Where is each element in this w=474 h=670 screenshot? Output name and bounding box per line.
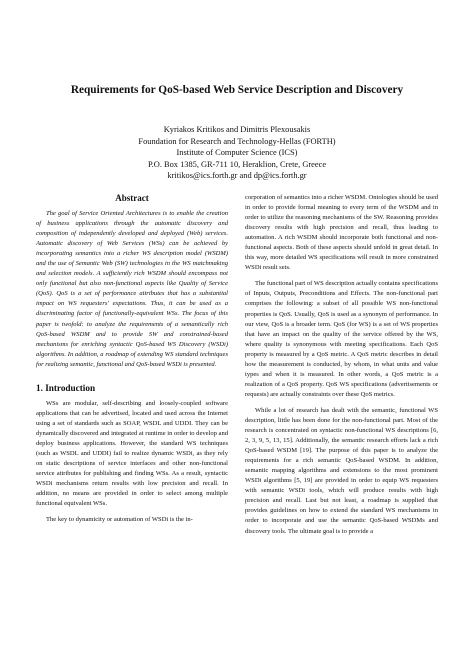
body-paragraph-3: While a lot of research has dealt with the semantic, functional WS description, little has been done for the non-functional part. Most of the research is concentrated on syntactic non-functional WS descriptions [6, 2, 3, 9, 5, 13, 15]. Additionally, the semantic research efforts lack a rich QoS-based WSDM [19]. The purpose of this paper is to analyze the requirements for a rich semantic QoS-based WSDM. In addition, semantic mapping algorithms and extensions to the most prominent WSDi algorithms [5, 19] are provided in order to equip WS requesters with semantic WSDi tools, which will produce results with high precision and recall. Last but not least, a roadmap is supplied that provides guidelines on how to extend the standard WS mechanisms in order to incorporate and use the semantic QoS-based WSDMs and discovery tools. The ultimate goal is to provide a bbox=[245, 406, 438, 535]
abstract-heading: Abstract bbox=[115, 193, 149, 203]
right-column bbox=[245, 193, 438, 537]
intro-paragraph-1: WSs are modular, self-describing and loosely-coupled software applications that can be advertised, located and used across the Internet using a set of standards such as SOAP, WSDL and UDDI. They can be dynamically discovered and integrated at runtime in order to develop and deploy business applications. However, the standard WS techniques (such as WSDL and UDDI) fail to realize dynamic WSDi, as they rely on static descriptions of service interfaces and other non-functional service attributes for publishing and finding WSs. As a result, syntactic WSDi mechanisms return results with low precision and recall. In addition, no means are provided in order to select among multiple functional equivalent WSs. bbox=[36, 399, 228, 508]
author-names: Kyriakos Kritikos and Dimitris Plexousakis bbox=[163, 125, 311, 134]
body-paragraph-1: corporation of semantics into a richer WSDM. Ontologies should be used in order to provide formal meaning to every term of the WSDM and in order to utilize the reasoning mechanisms of the SW. Reasoning provides discovery results with high precision and recall, thus leading to automation. A rich WSDM should incorporate both functional and non-functional aspects. Both of these aspects should unfold in great detail. In this way, more detailed WS specifications will result in more constrained WSDi result sets. bbox=[245, 194, 438, 272]
affiliation-foundation: Foundation for Research and Technology-Hellas (FORTH) bbox=[138, 136, 336, 146]
postal-address: P.O. Box 1385, GR-711 10, Heraklion, Crete, Greece bbox=[147, 159, 327, 169]
introduction-heading: 1. Introduction bbox=[36, 382, 96, 393]
abstract-text: The goal of Service Oriented Architectures is to enable the creation of business applications through the automatic discovery and composition of independently developed and deployed (Web) services. Automatic discovery of Web Services (WSs) can be achieved by incorporating semantics into a richer WS description model (WSDM) and the use of Semantic Web (SW) technologies in the WS matchmaking and selection models. A sufficiently rich WSDM should encompass not only functional but also non-functional aspects like Quality of Service (QoS). QoS is a set of performance attributes that has a substantial impact on WS requesters' expectations. Thus, it can be used as a discriminating factor of functionally-equivalent WSs. The focus of this paper is twofold: to analyze the requirements of a semantically rich QoS-based WSDM and to provide SW and constrained-based mechanisms for enriching syntactic QoS-based WS Discovery (WSDi) algorithms. In addition, a roadmap of extending WS standard techniques for realizing semantic, functional and QoS-based WSDi is presented. bbox=[36, 210, 228, 368]
author-block bbox=[20, 124, 454, 182]
intro-paragraph-2: The key to dynamicity or automation of WSDi is the in- bbox=[46, 516, 193, 524]
paper-title: Requirements for QoS-based Web Service Description and Discovery bbox=[70, 84, 404, 96]
body-paragraph-2: The functional part of WS description actually contains specifications of Inputs, Outputs, Preconditions and Effects. The non-functional part comprises the following: a subset of all possible WS non-functional properties is QoS. Usually, QoS is used as a synonym of performance. In our view, QoS is a broader term. QoS (for WS) is a set of WS properties that have an impact on the quality of the service offered by the WS, where quality is synonymous with meeting specifications. Each QoS property is measured by a QoS metric. A QoS metric describes in detail how the measurement is conducted, by whom, in what units and value types and when it is measured. In other words, a QoS metric is a realization of a QoS property. QoS WS specifications (advertisements or requests) are actually constraints over these QoS metrics. bbox=[245, 280, 438, 398]
left-column bbox=[36, 192, 228, 525]
affiliation-institute: Institute of Computer Science (ICS) bbox=[176, 148, 298, 158]
author-emails: kritikos@ics.forth.gr and dp@ics.forth.gr bbox=[167, 171, 307, 181]
